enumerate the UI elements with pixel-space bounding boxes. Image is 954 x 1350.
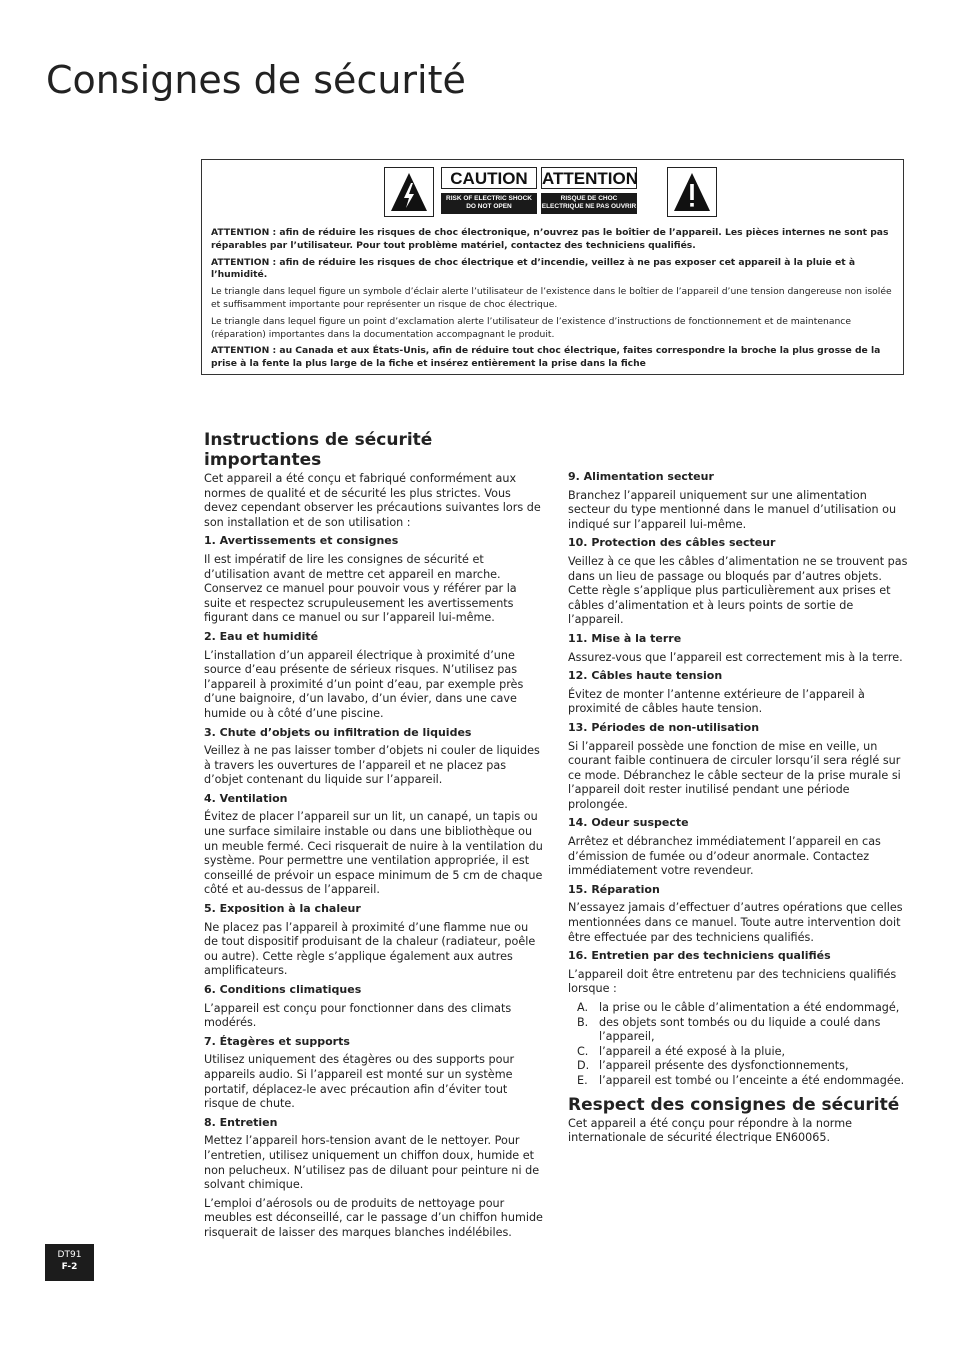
section-title: 3. Chute d’objets ou infiltration de liquides (204, 725, 472, 739)
section-body: Arrêtez et débranchez immédiatement l’appareil en cas d’émission de fumée ou d’odeur anormale. Contactez immédiatement votre revendeur. (568, 835, 881, 878)
instructions-heading: Instructions de sécurité importantes (204, 430, 433, 470)
service-conditions-list (568, 1001, 910, 1089)
list-item-text: la prise ou le câble d’alimentation a été endommagé, (599, 1001, 900, 1014)
section-title: 12. Câbles haute tension (568, 669, 723, 683)
section-body: Évitez de monter l’antenne extérieure de l’appareil à proximité de câbles haute tension. (568, 687, 865, 716)
model-number: DT91 (57, 1250, 82, 1260)
instructions-intro: Cet appareil a été conçu et fabriqué conformément aux normes de qualité et de sécurité les plus strictes. Vous devez cependant observer les précautions suivantes lors de son installation et de son utilisation : (204, 472, 541, 529)
section-title: 5. Exposition à la chaleur (204, 902, 361, 916)
section-body: L’emploi d’aérosols ou de produits de nettoyage pour meubles est déconseillé, car le passage d’un chiffon humide risquerait de laisser des marques blanches indélébiles. (204, 1196, 543, 1239)
page-footer-tab (45, 1244, 94, 1281)
caution-label-text: CAUTION (441, 167, 537, 189)
section-title: 13. Périodes de non-utilisation (568, 720, 760, 734)
list-marker: C. (577, 1044, 589, 1058)
section-body: Si l’appareil possède une fonction de mise en veille, un courant faible continuera de circuler lorsqu’il sera réglé sur ce mode. Débranchez le câble secteur de la prise murale si l’appareil doit rester inutilisé pendant une période prolongée. (568, 739, 901, 811)
list-item (568, 1016, 910, 1045)
list-marker: B. (577, 1015, 589, 1029)
section-title: 7. Étagères et supports (204, 1034, 350, 1048)
caution-label (441, 167, 537, 214)
section-body: N’essayez jamais d’effectuer d’autres opérations que celles mentionnées dans ce manuel. Toute autre intervention doit être effectuée par des techniciens qualifiés. (568, 901, 903, 944)
section-body: Veillez à ce que les câbles d’alimentation ne se trouvent pas dans un lieu de passage ou bloqués par d’autres objets. Cette règle s’applique plus particulièrement aux prises et câbles d’alimentation et à leurs points de sortie de l’appareil. (568, 554, 908, 627)
page-title: Consignes de sécurité (46, 58, 466, 102)
section-body: L’appareil doit être entretenu par des techniciens qualifiés lorsque : (568, 967, 897, 996)
list-marker: E. (577, 1073, 588, 1087)
section-title: 15. Réparation (568, 882, 660, 896)
list-item (568, 1074, 910, 1089)
list-item (568, 1059, 910, 1074)
section-title: 14. Odeur suspecte (568, 816, 689, 830)
attention-sub-text: RISQUE DE CHOC ELECTRIQUE NE PAS OUVRIR (541, 193, 637, 214)
list-item-text: l’appareil a été exposé à la pluie, (599, 1044, 786, 1058)
section-body: Évitez de placer l’appareil sur un lit, un canapé, un tapis ou une surface similaire instable ou dans une bibliothèque ou un meuble fermé. Ceci risquerait de nuire à la ventilation du système. Pour permettre une ventilation appropriée, il est conseillé de prévoir un espace minimum de 5 cm de chaque côté et au-dessus de l’appareil. (204, 810, 543, 897)
section-title: 1. Avertissements et consignes (204, 534, 399, 548)
warning-paragraph: ATTENTION : afin de réduire les risques de choc électrique et d’incendie, veillez à ne pas exposer cet appareil à la pluie et à l’humidité. (211, 256, 856, 281)
section-body: Mettez l’appareil hors-tension avant de le nettoyer. Pour l’entretien, utilisez uniquement un chiffon doux, humide et non pelucheux. N’utilisez pas de diluant pour peinture ni de solvant chimique. (204, 1134, 540, 1192)
list-item-text: l’appareil présente des dysfonctionnements, (599, 1059, 849, 1073)
warning-paragraph: Le triangle dans lequel figure un symbole d’éclair alerte l’utilisateur de l’existence dans le boîtier de l’appareil d’une tension dangereuse non isolée et suffisamment importante pour représenter un risque de choc électrique. (211, 286, 892, 310)
warning-paragraph: Le triangle dans lequel figure un point d’exclamation alerte l’utilisateur de l’existence d’instructions de fonctionnement et de maintenance (réparation) importantes dans la documentation accompagnant le produit. (211, 315, 851, 340)
page-number: F-2 (61, 1262, 78, 1272)
list-marker: D. (577, 1059, 590, 1073)
section-body: Branchez l’appareil uniquement sur une alimentation secteur du type mentionné dans le manuel d’utilisation ou indiqué sur l’appareil lui-même. (568, 488, 897, 531)
list-item (568, 1045, 910, 1060)
section-body: Assurez-vous que l’appareil est correctement mis à la terre. (568, 650, 903, 664)
section-body: Il est impératif de lire les consignes de sécurité et d’utilisation avant de mettre cet appareil en marche. Conservez ce manuel pour pouvoir vous y référer par la suite et respectez scrupuleusement les avertissements figurant dans ce manuel ou sur l’appareil lui-même. (204, 552, 517, 625)
exclamation-triangle-icon (667, 167, 717, 217)
lightning-triangle-icon (384, 167, 434, 217)
section-title: 9. Alimentation secteur (568, 470, 714, 483)
section-title: 6. Conditions climatiques (204, 983, 362, 996)
instructions-column-right (568, 470, 910, 1150)
section-body: Veillez à ne pas laisser tomber d’objets ni couler de liquides à travers les ouvertures de l’appareil et ne placez pas d’objet contenant du liquide sur l’appareil. (204, 744, 540, 787)
warning-text (211, 227, 894, 375)
section-title: 10. Protection des câbles secteur (568, 536, 776, 550)
list-item (568, 1001, 910, 1016)
list-item-text: des objets sont tombés ou du liquide a coulé dans l’appareil, (599, 1015, 881, 1044)
attention-label-text: ATTENTION (542, 169, 639, 188)
section-title: 2. Eau et humidité (204, 629, 319, 643)
list-marker: A. (577, 1001, 589, 1014)
respect-heading: Respect des consignes de sécurité (568, 1094, 900, 1115)
section-title: 11. Mise à la terre (568, 631, 682, 645)
respect-body: Cet appareil a été conçu pour répondre à la norme internationale de sécurité électrique EN60065. (568, 1116, 852, 1145)
safety-warning-box (201, 159, 904, 375)
warning-paragraph: ATTENTION : au Canada et aux États-Unis, afin de réduire tout choc électrique, faites correspondre la broche la plus grosse de la prise à la fente la plus large de la fiche et insérez entièrement la prise dans la fiche (211, 345, 881, 370)
section-body: L’installation d’un appareil électrique à proximité d’une source d’eau présente de sérieux risques. N’utilisez pas l’appareil à proximité d’un point d’eau, par exemple près d’une baignoire, d’un lavabo, d’un évier, dans une cave humide ou à côté d’une piscine. (204, 648, 524, 720)
attention-label (541, 167, 637, 214)
instructions-column-left (204, 430, 544, 1245)
section-body: Utilisez uniquement des étagères ou des supports pour appareils audio. Si l’appareil est monté sur un système portatif, déplacez-le avec précaution afin d’éviter tout risque de chute. (204, 1053, 515, 1111)
caution-sub-text: RISK OF ELECTRIC SHOCK DO NOT OPEN (441, 193, 537, 214)
section-title: 4. Ventilation (204, 791, 288, 805)
section-body: L’appareil est conçu pour fonctionner dans des climats modérés. (204, 1001, 512, 1030)
section-title: 16. Entretien par des techniciens qualifiés (568, 949, 831, 963)
warning-paragraph: ATTENTION : afin de réduire les risques de choc électronique, n’ouvrez pas le boîtier de l’appareil. Les pièces internes ne sont pas réparables par l’utilisateur. Pour tout problème matériel, contactez des techniciens qualifiés. (211, 227, 889, 251)
section-body: Ne placez pas l’appareil à proximité d’une flamme nue ou de tout dispositif produisant de la chaleur (radiateur, poêle ou autre). Cette règle s’applique également aux autres amplificateurs. (204, 920, 536, 978)
list-item-text: l’appareil est tombé ou l’enceinte a été endommagée. (599, 1073, 905, 1087)
section-title: 8. Entretien (204, 1115, 278, 1129)
